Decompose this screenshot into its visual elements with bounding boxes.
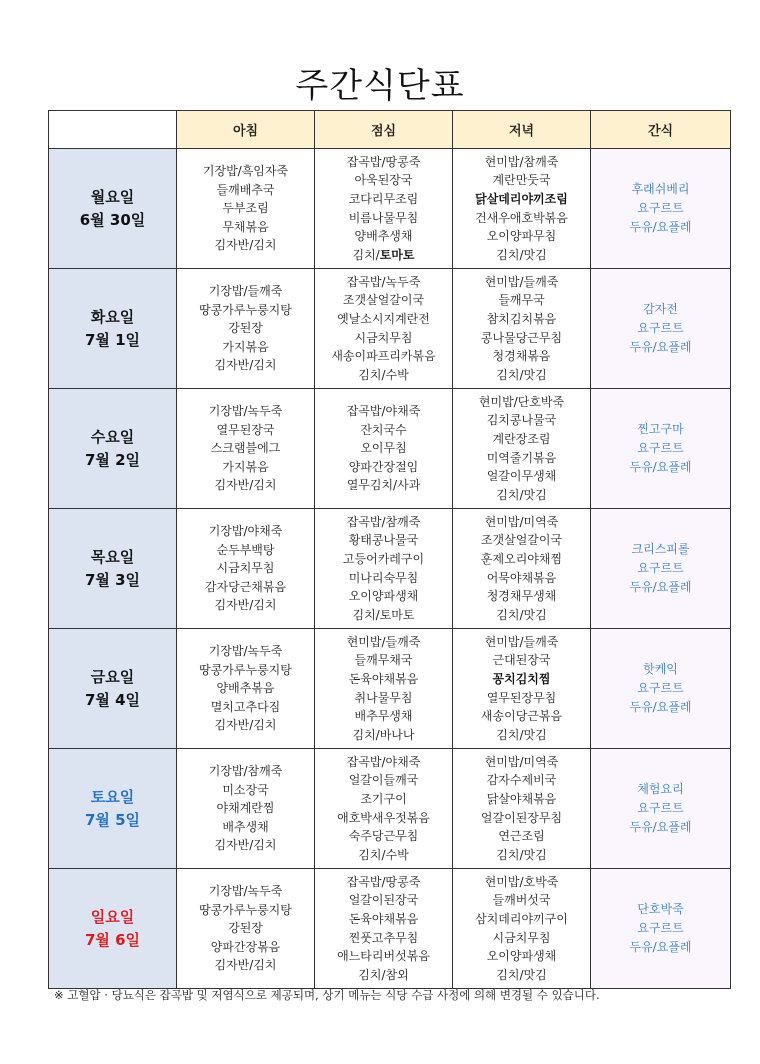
lunch-item: 잡곡밥/땅콩죽 [346, 154, 421, 169]
breakfast-item: 기장밥/녹두죽 [208, 884, 283, 899]
dinner-item: 훈제오리야채찜 [480, 551, 563, 566]
day-name: 월요일 [90, 187, 135, 206]
snack-item: 두유/요플레 [629, 940, 692, 954]
dinner-item: 근대된장국 [492, 653, 551, 668]
snack-item: 요구르트 [637, 321, 684, 335]
snack-item: 감자전 [643, 302, 678, 316]
lunch-item: 아욱된장국 [354, 173, 413, 188]
snack-item: 크리스피롤 [631, 542, 690, 556]
day-row [49, 269, 731, 389]
lunch-item: 얼갈이들깨국 [348, 773, 419, 788]
breakfast-cell [177, 509, 315, 629]
snack-cell [591, 629, 731, 749]
breakfast-item: 들깨배추국 [216, 182, 275, 197]
breakfast-item: 기장밥/야채죽 [208, 524, 283, 539]
dinner-item: 오이양파생채 [486, 949, 557, 964]
dinner-item: 미역줄기볶음 [486, 450, 557, 465]
corner-cell [49, 111, 177, 149]
day-row [49, 389, 731, 509]
lunch-item: 오이무침 [360, 441, 407, 456]
snack-item: 두유/요플레 [629, 460, 692, 474]
header-row [49, 111, 731, 149]
dinner-item: 들깨버섯국 [492, 893, 551, 908]
snack-item: 두유/요플레 [629, 820, 692, 834]
dinner-item: 건새우애호박볶음 [475, 210, 568, 225]
breakfast-item: 강된장 [228, 321, 263, 336]
lunch-item: 애호박새우젓볶음 [337, 810, 430, 825]
day-cell [49, 629, 177, 749]
dinner-item: 김치/맛김 [496, 967, 547, 982]
snack-item: 요구르트 [637, 561, 684, 575]
breakfast-item: 김자반/김치 [214, 598, 277, 613]
breakfast-item: 기장밥/참깨죽 [208, 764, 283, 779]
breakfast-item: 감자당근채볶음 [204, 579, 287, 594]
lunch-item: 잔치국수 [360, 422, 407, 437]
dinner-item: 닭살데리야끼조림 [475, 191, 568, 206]
lunch-item: 조기구이 [360, 791, 407, 806]
dinner-item: 조갯살얼갈이국 [480, 533, 563, 548]
breakfast-item: 미소장국 [222, 782, 269, 797]
snack-item: 요구르트 [637, 801, 684, 815]
dinner-item: 시금치무침 [492, 930, 551, 945]
lunch-cell [315, 629, 453, 749]
lunch-item: 찐풋고추무침 [348, 930, 419, 945]
breakfast-item: 김자반/김치 [214, 478, 277, 493]
breakfast-item: 야채계란찜 [216, 801, 275, 816]
lunch-cell [315, 149, 453, 269]
breakfast-cell [177, 149, 315, 269]
dinner-item: 콩나물당근무침 [480, 330, 563, 345]
snack-item: 단호박죽 [637, 902, 684, 916]
lunch-item: 애느타리버섯볶음 [337, 949, 430, 964]
lunch-item: 잡곡밥/야채죽 [346, 754, 421, 769]
dinner-item: 들깨무국 [498, 293, 545, 308]
dinner-item: 새송이당근볶음 [480, 709, 563, 724]
lunch-item: 김치/수박 [358, 367, 409, 382]
dinner-item: 현미밥/단호박죽 [478, 394, 565, 409]
dinner-item: 현미밥/참깨죽 [484, 154, 559, 169]
dinner-item: 김치콩나물국 [486, 413, 557, 428]
header-lunch: 점심 [315, 111, 453, 149]
lunch-item: 김치/토마토 [352, 247, 415, 262]
dinner-cell [453, 629, 591, 749]
breakfast-item: 열무된장국 [216, 422, 275, 437]
lunch-item: 황태콩나물국 [348, 533, 419, 548]
lunch-item: 잡곡밥/야채죽 [346, 404, 421, 419]
dinner-cell [453, 869, 591, 989]
snack-cell [591, 749, 731, 869]
lunch-item: 시금치무침 [354, 330, 413, 345]
lunch-item: 현미밥/들깨죽 [346, 634, 421, 649]
day-cell [49, 149, 177, 269]
snack-item: 요구르트 [637, 201, 684, 215]
lunch-item: 조갯살얼갈이국 [342, 293, 425, 308]
dinner-cell [453, 389, 591, 509]
breakfast-item: 기장밥/들깨죽 [208, 284, 283, 299]
lunch-cell [315, 389, 453, 509]
dinner-item: 삼치데리야끼구이 [475, 911, 568, 926]
lunch-item: 열무김치/사과 [346, 478, 421, 493]
header-snack: 간식 [591, 111, 731, 149]
dinner-item: 김치/맛김 [496, 247, 547, 262]
dinner-item: 현미밥/들깨죽 [484, 274, 559, 289]
day-cell [49, 509, 177, 629]
dinner-item: 현미밥/들깨죽 [484, 634, 559, 649]
day-cell [49, 269, 177, 389]
dinner-item: 오이양파무침 [486, 229, 557, 244]
lunch-item: 돈육야채볶음 [348, 671, 419, 686]
snack-cell [591, 149, 731, 269]
lunch-item: 미나리숙무침 [348, 570, 419, 585]
breakfast-item: 김자반/김치 [214, 718, 277, 733]
lunch-item: 숙주당근무침 [348, 829, 419, 844]
lunch-item: 잡곡밥/땅콩죽 [346, 874, 421, 889]
day-name: 목요일 [90, 547, 135, 566]
breakfast-item: 스크램블에그 [210, 441, 281, 456]
header-dinner: 저녁 [453, 111, 591, 149]
dinner-item: 계란만둣국 [492, 173, 551, 188]
day-row [49, 869, 731, 989]
dinner-item: 청경채볶음 [492, 349, 551, 364]
lunch-item: 잡곡밥/녹두죽 [346, 274, 421, 289]
snack-item: 체험요리 [637, 782, 684, 796]
lunch-item: 김치/수박 [358, 847, 409, 862]
dinner-item: 참치김치볶음 [486, 311, 557, 326]
day-date: 7월 1일 [84, 330, 141, 349]
lunch-item: 김치/바나나 [352, 727, 415, 742]
menu-body [49, 149, 731, 989]
breakfast-item: 가지볶음 [222, 459, 269, 474]
breakfast-cell [177, 749, 315, 869]
dinner-item: 김치/맛김 [496, 367, 547, 382]
dinner-item: 얼갈이된장무침 [480, 810, 563, 825]
breakfast-item: 무채볶음 [222, 219, 269, 234]
day-date: 7월 5일 [84, 810, 141, 829]
snack-cell [591, 389, 731, 509]
breakfast-cell [177, 869, 315, 989]
snack-item: 요구르트 [637, 441, 684, 455]
dinner-item: 어묵야채볶음 [486, 570, 557, 585]
day-name: 일요일 [90, 907, 135, 926]
dinner-item: 열무된장무침 [486, 690, 557, 705]
snack-item: 두유/요플레 [629, 700, 692, 714]
lunch-item: 옛날소시지계란전 [337, 311, 430, 326]
lunch-cell [315, 869, 453, 989]
emphasized-dish: 토마토 [379, 247, 415, 262]
breakfast-item: 강된장 [228, 921, 263, 936]
page-title: 주간식단표 [295, 66, 465, 106]
lunch-item: 양파간장절임 [348, 459, 419, 474]
breakfast-item: 김자반/김치 [214, 958, 277, 973]
dinner-cell [453, 749, 591, 869]
day-cell [49, 869, 177, 989]
dinner-cell [453, 149, 591, 269]
day-row [49, 149, 731, 269]
breakfast-item: 배추생채 [222, 819, 269, 834]
lunch-cell [315, 269, 453, 389]
lunch-item: 코다리무조림 [348, 191, 419, 206]
dinner-item: 연근조림 [498, 829, 545, 844]
snack-cell [591, 509, 731, 629]
dinner-item: 현미밥/미역죽 [484, 514, 559, 529]
day-row [49, 509, 731, 629]
breakfast-item: 땅콩가루누룽지탕 [199, 902, 292, 917]
dinner-item: 닭살야채볶음 [486, 791, 557, 806]
snack-item: 요구르트 [637, 681, 684, 695]
breakfast-item: 기장밥/녹두죽 [208, 644, 283, 659]
day-date: 7월 3일 [84, 570, 141, 589]
lunch-item: 들깨무채국 [354, 653, 413, 668]
day-date: 7월 6일 [84, 930, 141, 949]
breakfast-item: 김자반/김치 [214, 838, 277, 853]
breakfast-item: 순두부백탕 [216, 542, 275, 557]
breakfast-item: 땅콩가루누룽지탕 [199, 662, 292, 677]
breakfast-item: 기장밥/흑임자죽 [202, 164, 289, 179]
lunch-cell [315, 509, 453, 629]
breakfast-item: 시금치무침 [216, 561, 275, 576]
weekly-menu-table [48, 110, 731, 989]
dinner-item: 꽁치김치찜 [492, 671, 551, 686]
snack-item: 두유/요플레 [629, 340, 692, 354]
breakfast-item: 기장밥/녹두죽 [208, 404, 283, 419]
day-name: 수요일 [90, 427, 135, 446]
breakfast-item: 양파간장볶음 [210, 939, 281, 954]
header-breakfast: 아침 [177, 111, 315, 149]
lunch-cell [315, 749, 453, 869]
breakfast-item: 멸치고추다짐 [210, 699, 281, 714]
lunch-item: 비름나물무침 [348, 210, 419, 225]
dinner-item: 현미밥/호박죽 [484, 874, 559, 889]
snack-cell [591, 869, 731, 989]
lunch-item: 배추무생채 [354, 709, 413, 724]
snack-item: 후래쉬베리 [631, 182, 690, 196]
lunch-item: 돈육야채볶음 [348, 911, 419, 926]
snack-item: 두유/요플레 [629, 580, 692, 594]
breakfast-item: 두부조림 [222, 201, 269, 216]
lunch-item: 김치/토마토 [352, 607, 415, 622]
dinner-cell [453, 509, 591, 629]
breakfast-cell [177, 269, 315, 389]
dinner-item: 청경채무생채 [486, 589, 557, 604]
snack-item: 요구르트 [637, 921, 684, 935]
lunch-item: 잡곡밥/참깨죽 [346, 514, 421, 529]
dinner-cell [453, 269, 591, 389]
snack-item: 핫케익 [643, 662, 678, 676]
snack-cell [591, 269, 731, 389]
dinner-item: 감자수제비국 [486, 773, 557, 788]
dinner-item: 현미밥/미역죽 [484, 754, 559, 769]
lunch-item: 얼갈이된장국 [348, 893, 419, 908]
day-cell [49, 389, 177, 509]
day-name: 금요일 [90, 667, 135, 686]
lunch-item: 새송이파프리카볶음 [331, 349, 436, 364]
snack-item: 찐고구마 [637, 422, 684, 436]
breakfast-item: 김자반/김치 [214, 358, 277, 373]
dinner-item: 계란장조림 [492, 431, 551, 446]
day-name: 화요일 [90, 307, 135, 326]
footnote: ※ 고혈압 · 당뇨식은 잡곡밥 및 저염식으로 제공되며, 상기 메뉴는 식당 수급 사정에 의해 변경될 수 있습니다. [54, 988, 600, 1002]
day-date: 7월 2일 [84, 450, 141, 469]
lunch-item: 오이양파생채 [348, 589, 419, 604]
dinner-item: 얼갈이무생채 [486, 469, 557, 484]
breakfast-item: 김자반/김치 [214, 238, 277, 253]
day-row [49, 629, 731, 749]
breakfast-item: 양배추볶음 [216, 681, 275, 696]
dinner-item: 김치/맛김 [496, 727, 547, 742]
breakfast-item: 땅콩가루누룽지탕 [199, 302, 292, 317]
dinner-item: 김치/맛김 [496, 487, 547, 502]
breakfast-item: 가지볶음 [222, 339, 269, 354]
day-name: 토요일 [90, 787, 135, 806]
day-cell [49, 749, 177, 869]
day-date: 7월 4일 [84, 690, 141, 709]
lunch-item: 양배추생채 [354, 229, 413, 244]
day-row [49, 749, 731, 869]
dinner-item: 김치/맛김 [496, 847, 547, 862]
breakfast-cell [177, 629, 315, 749]
lunch-item: 김치/참외 [358, 967, 409, 982]
snack-item: 두유/요플레 [629, 220, 692, 234]
lunch-item: 취나물무침 [354, 690, 413, 705]
day-date: 6월 30일 [79, 210, 146, 229]
lunch-item: 고등어카레구이 [342, 551, 425, 566]
breakfast-cell [177, 389, 315, 509]
dinner-item: 김치/맛김 [496, 607, 547, 622]
